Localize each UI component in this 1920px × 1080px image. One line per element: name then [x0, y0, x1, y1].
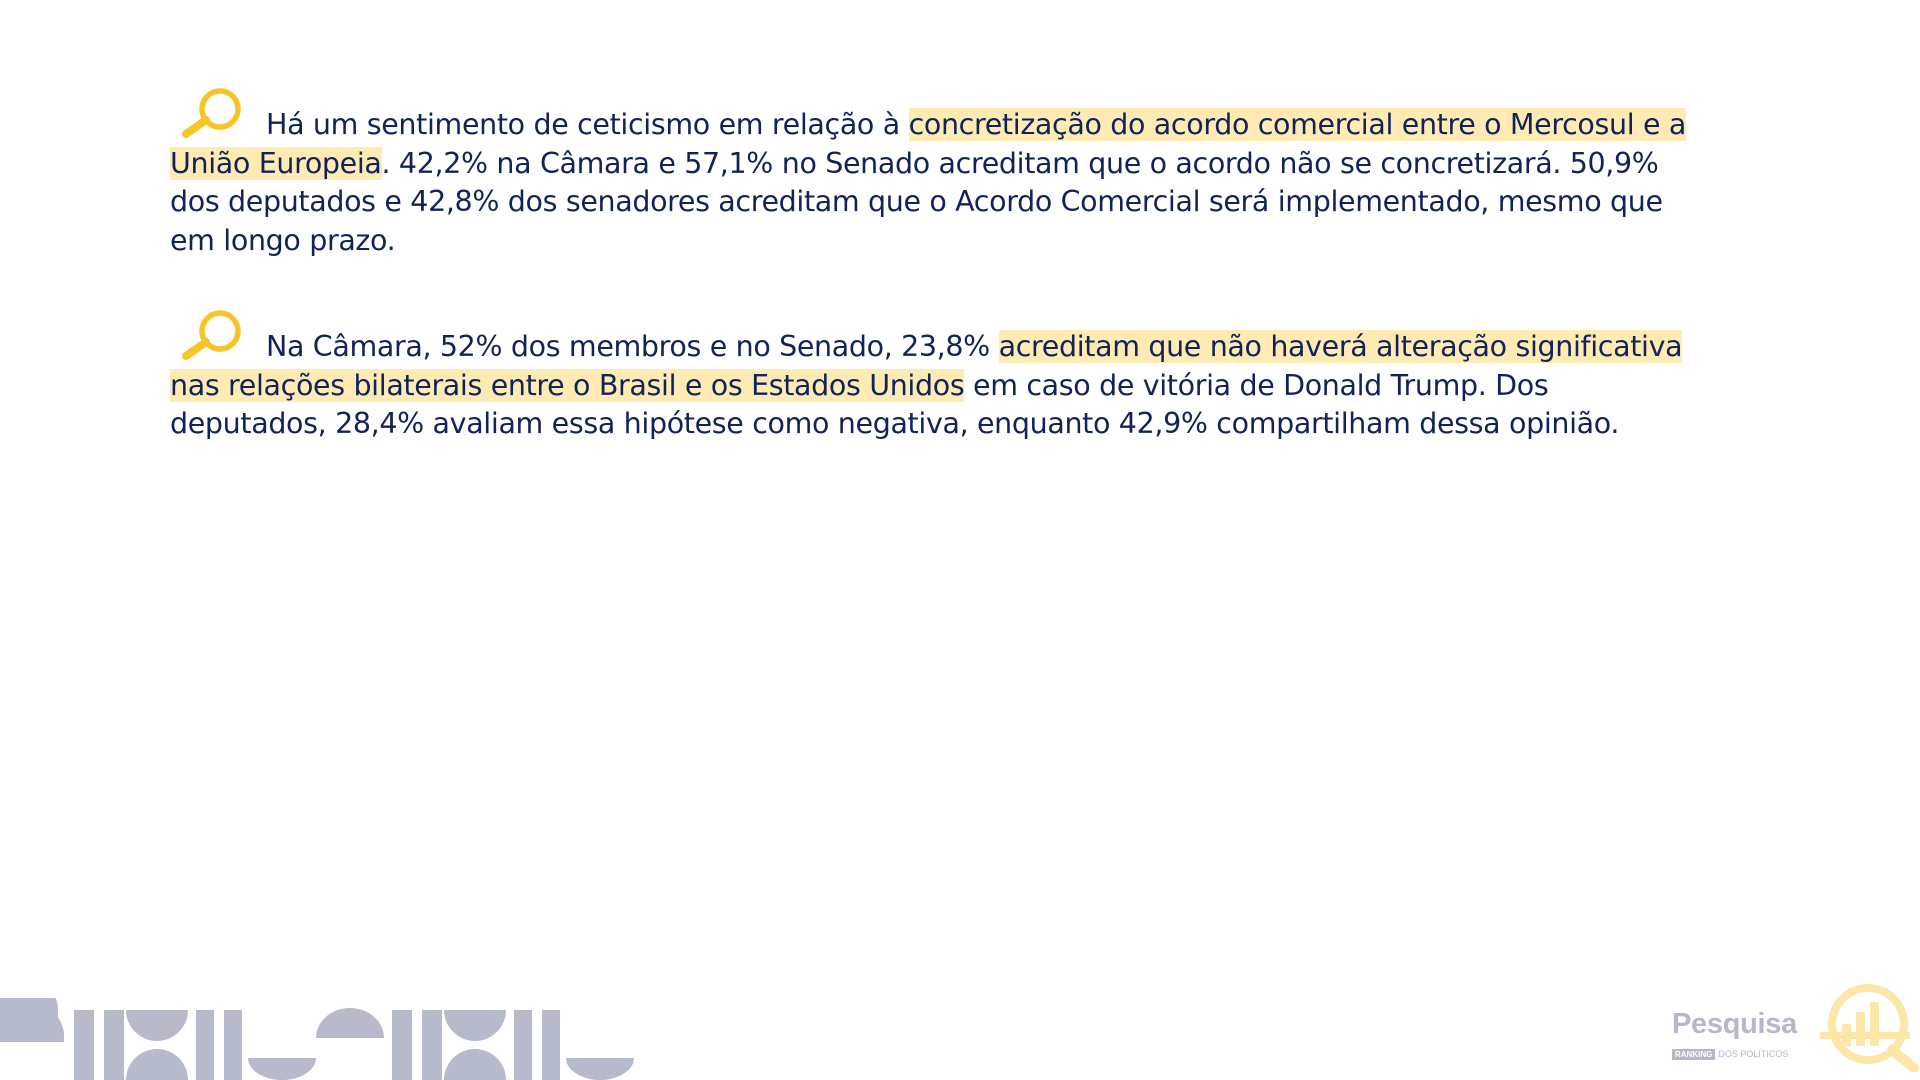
brand-tag-text: DOS POLÍTICOS	[1718, 1048, 1789, 1059]
paragraph-text-before: Há um sentimento de ceticismo em relação à	[266, 108, 909, 141]
paragraph-highlight: acreditam que não haverá alteração significativa nas relações bilaterais entre o Brasil e os Estados Unidos	[170, 330, 1683, 402]
geometric-shapes-pattern	[0, 998, 650, 1080]
paragraph-highlight: concretização do acordo comercial entre o Mercosul e a União Europeia	[170, 108, 1686, 180]
brand-tagline	[1672, 1048, 1788, 1060]
magnifier-icon	[170, 328, 266, 366]
paragraph-mercosul-agreement	[170, 106, 1710, 260]
paragraph-us-relations	[170, 328, 1710, 444]
brand-name: Pesquisa	[1672, 1008, 1797, 1040]
brand-tag-box: RANKING	[1672, 1049, 1715, 1060]
paragraph-text-after: . 42,2% na Câmara e 57,1% no Senado acreditam que o acordo não se concretizará. 50,9% dos deputados e 42,8% dos senadores acreditam que o Acordo Comercial será implementado, mesmo que em longo prazo.	[170, 146, 1663, 257]
magnifier-icon	[170, 106, 266, 144]
magnifier-chart-icon	[1820, 980, 1920, 1072]
paragraph-text-after: em caso de vitória de Donald Trump. Dos deputados, 28,4% avaliam essa hipótese como negativa, enquanto 42,9% compartilham dessa opinião.	[170, 368, 1620, 440]
paragraph-text-before: Na Câmara, 52% dos membros e no Senado, 23,8%	[266, 330, 999, 363]
brand-logo	[1672, 980, 1920, 1080]
